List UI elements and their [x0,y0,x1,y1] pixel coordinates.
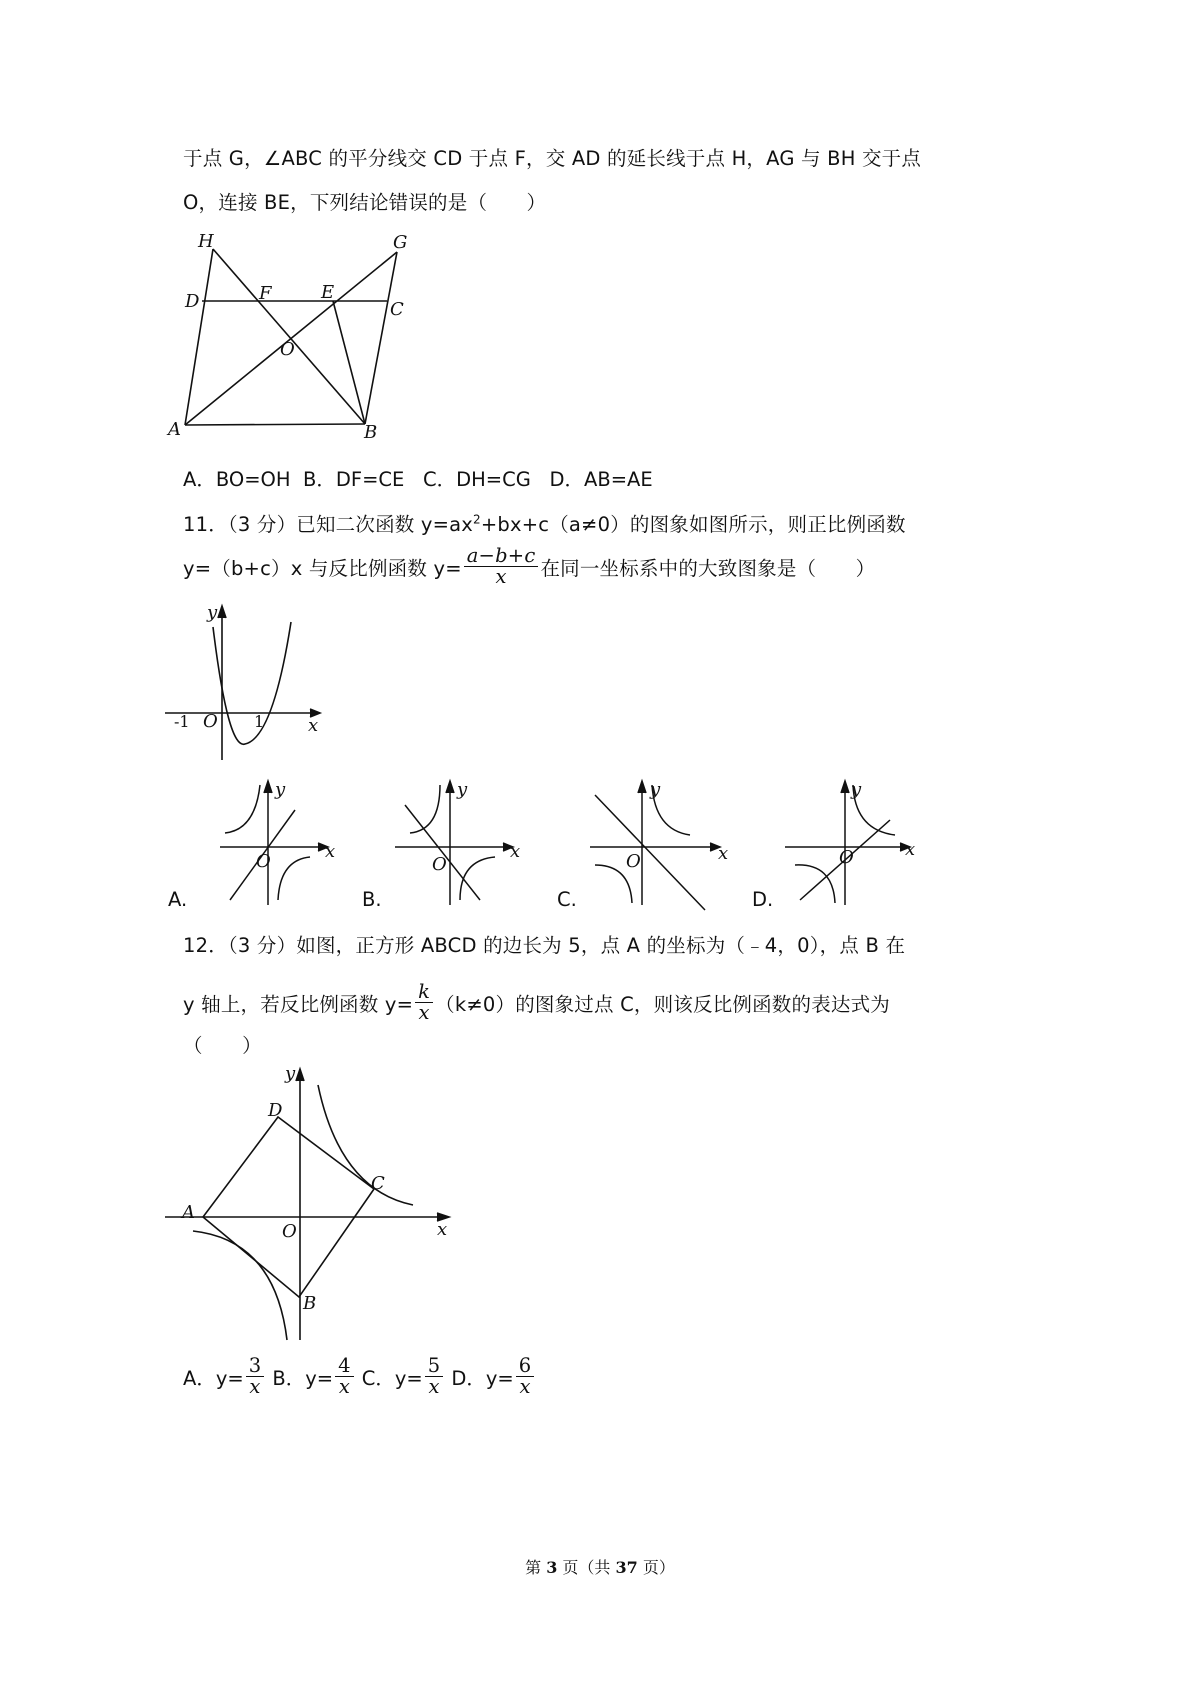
label-g: G [393,232,408,253]
q11-option-d[interactable]: D. [752,888,774,911]
hyperbola-q4 [460,857,495,900]
y-arrow [218,606,226,618]
q12-option-b[interactable]: B．y= $\frac{4}{x}$ [272,1356,355,1398]
label-d: D [185,291,200,312]
label-e: E [321,282,335,303]
label-o: O [282,1221,297,1242]
q10-options [183,464,653,492]
label-y: y [207,602,218,623]
label-a: A [168,419,181,440]
q11-parabola-graph [165,600,365,775]
label-o: O [203,711,218,732]
q11-option-b[interactable]: B. [362,888,382,911]
svg-text:y: y [851,779,862,800]
label-a: A [182,1202,195,1223]
hyperbola-q3 [193,1231,287,1340]
svg-text:y: y [650,779,661,800]
label-b: B [303,1293,317,1314]
svg-text:y: y [275,779,286,800]
q12-option-d[interactable]: D．y= $\frac{6}{x}$ [451,1356,536,1398]
q12-line-1: 12．（3 分）如图，正方形 ABCD 的边长为 5，点 A 的坐标为（﹣4，0），点 B 在 [183,934,906,957]
q10-option-b[interactable]: B．DF=CE [302,468,405,491]
label-h: H [198,231,214,252]
segment-gb [365,252,397,424]
label-1: 1 [254,712,265,731]
segment-ha [185,249,213,425]
svg-text:O: O [432,854,447,875]
q12-option-a[interactable]: A．y= $\frac{3}{x}$ [183,1356,266,1398]
svg-text:O: O [256,851,271,872]
square-abcd [203,1117,374,1297]
svg-text:x: x [905,839,916,860]
q11-line-1: 11．（3 分）已知二次函数 $y=ax^2+bx+c(a\ne 0)$的图象如图所示，则正比例函数 [183,512,906,536]
line-negative-slope [405,805,480,900]
q11-option-c-graph[interactable] [590,775,740,910]
line-negative-slope [595,795,705,910]
q11-option-d-graph[interactable] [785,775,935,910]
label-f: F [259,283,272,304]
q12-option-c[interactable]: C．y= $\frac{5}{x}$ [362,1356,445,1398]
hyperbola-q4 [278,857,310,900]
page-footer: 第 3 页（共 37 页） [525,1558,675,1577]
q12-options [183,1356,536,1398]
label-c: C [390,299,404,320]
page-number: 3 [546,1558,558,1577]
q12-line-3: （ ） [183,1034,262,1057]
svg-text:O: O [839,847,854,868]
y-arrow [296,1069,304,1081]
q12-figure [165,1065,465,1355]
label-x: x [308,715,319,736]
label-y: y [285,1063,296,1084]
svg-text:y: y [457,779,468,800]
svg-text:x: x [510,841,521,862]
q10-option-d[interactable]: D．AB=AE [549,468,653,491]
q11-line-2: y=（b+c）x 与反比例函数 y= $\frac{a-b+c}{x}$ 在同一坐标系中的大致图象是（ ） [183,544,876,589]
q11-option-a-graph[interactable] [220,775,360,910]
label-d: D [268,1100,283,1121]
label-b: B [364,422,378,443]
q10-figure [165,225,465,455]
hyperbola-q1 [318,1085,413,1205]
label-o: O [280,339,295,360]
svg-text:O: O [626,851,641,872]
label-c: C [371,1173,385,1194]
q10-line-1: 于点 G，∠ABC 的平分线交 CD 于点 F，交 AD 的延长线于点 H，AG 与 BH 交于点 [183,147,922,170]
q11-fraction: $\frac{a-b+c}{x}$ [464,546,539,588]
hyperbola-q2 [225,785,260,833]
svg-text:x: x [325,841,336,862]
parabola-curve [213,622,291,744]
label-x: x [437,1219,448,1240]
q10-option-a[interactable]: A．BO=OH [183,468,291,491]
segment-ab [185,424,365,425]
q12-line-2: y 轴上，若反比例函数 y= $\frac{k}{x}$ （k≠0）的图象过点 C，则该反比例函数的表达式为 [183,980,891,1025]
label-neg1: -1 [174,712,190,731]
svg-text:x: x [718,843,729,864]
hyperbola-q3 [795,865,835,903]
page-total: 37 [615,1558,638,1577]
q11-option-c[interactable]: C. [557,888,577,911]
q11-option-a[interactable]: A. [168,888,188,911]
q11-option-b-graph[interactable] [395,775,535,910]
q10-line-2: O，连接 BE，下列结论错误的是（ ） [183,191,547,214]
hyperbola-q2 [410,785,440,833]
q12-fraction: $\frac{k}{x}$ [415,982,433,1024]
q10-option-c[interactable]: C．DH=CG [422,468,531,491]
